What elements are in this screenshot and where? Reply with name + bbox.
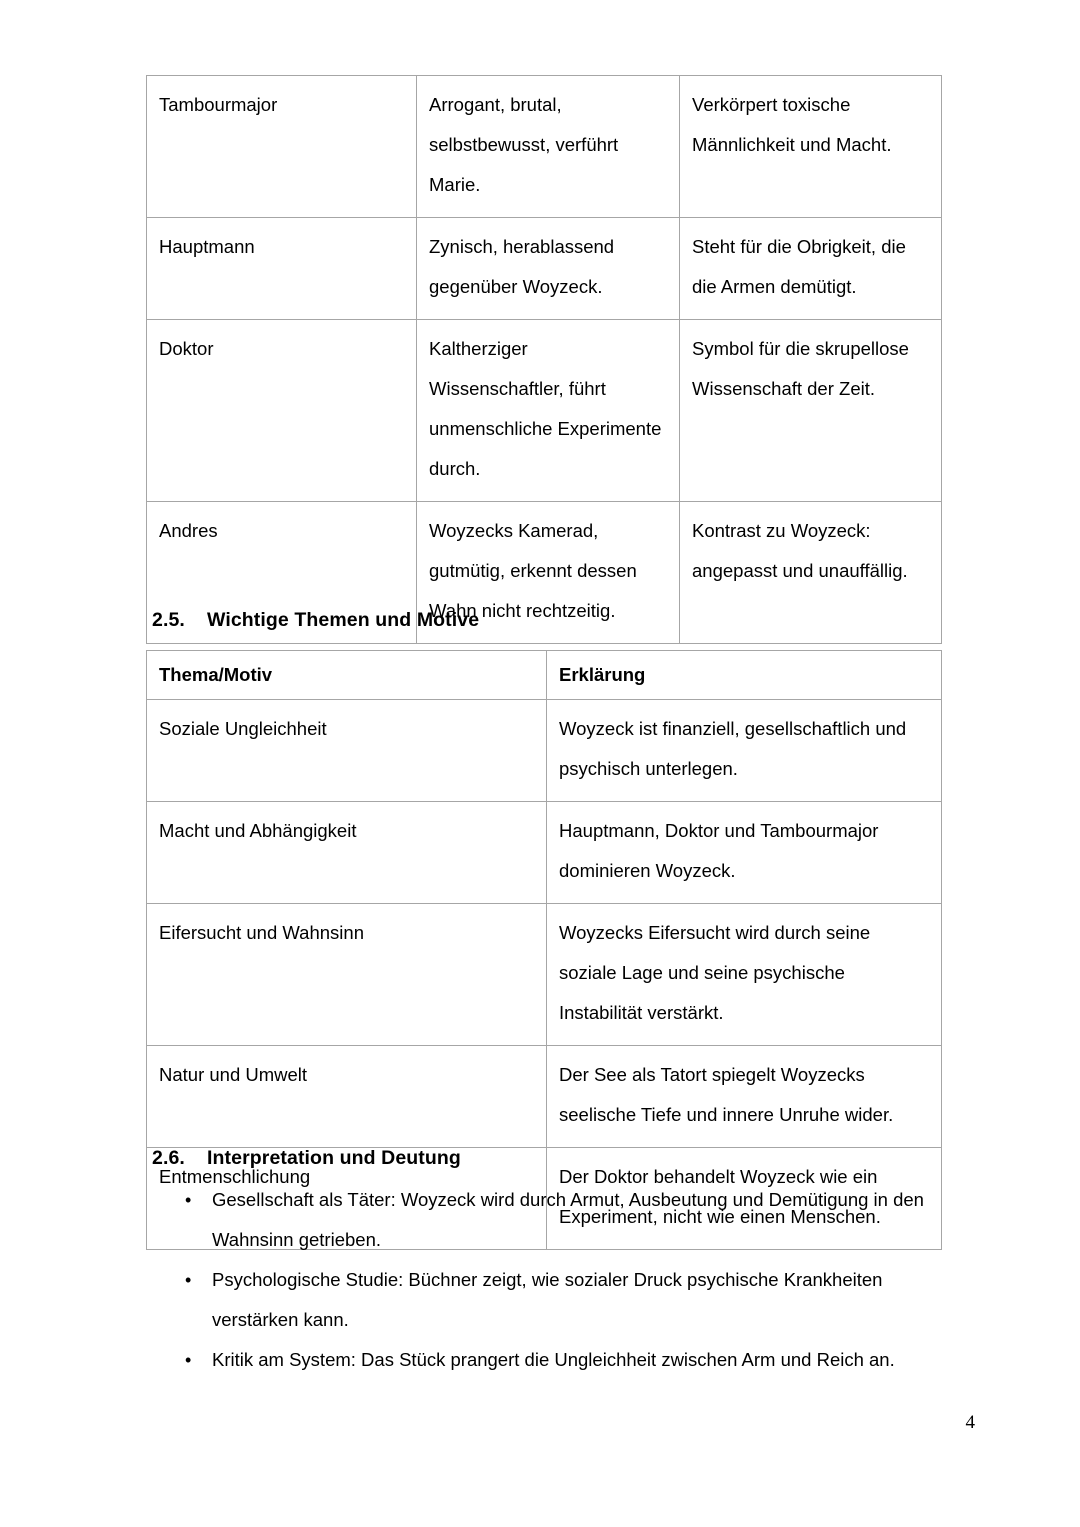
theme-explanation: Woyzecks Eifersucht wird durch seine soziale Lage und seine psychische Instabilität verstärkt. <box>547 904 942 1046</box>
bullet-icon: • <box>185 1270 192 1290</box>
section-title: Interpretation und Deutung <box>207 1147 461 1169</box>
table-header-row <box>147 651 942 700</box>
interpretation-bullet-list <box>152 1180 962 1380</box>
theme-name: Entmenschlichung <box>147 1148 547 1250</box>
section-heading-2-5 <box>152 609 479 632</box>
table-row <box>147 76 942 218</box>
character-name: Hauptmann <box>147 218 417 320</box>
character-table <box>146 75 942 644</box>
theme-name: Eifersucht und Wahnsinn <box>147 904 547 1046</box>
theme-name: Natur und Umwelt <box>147 1046 547 1148</box>
character-name: Andres <box>147 502 417 644</box>
theme-explanation: Hauptmann, Doktor und Tambourmajor dominieren Woyzeck. <box>547 802 942 904</box>
list-item <box>152 1260 962 1340</box>
character-description: Arrogant, brutal, selbstbewusst, verführt Marie. <box>417 76 680 218</box>
bullet-icon: • <box>185 1190 192 1210</box>
section-number: 2.5. <box>152 609 185 631</box>
character-meaning: Symbol für die skrupellose Wissenschaft der Zeit. <box>680 320 942 502</box>
bullet-icon: • <box>185 1350 192 1370</box>
table-row <box>147 320 942 502</box>
table-row <box>147 218 942 320</box>
table-row <box>147 904 942 1046</box>
table-row <box>147 802 942 904</box>
list-item-text: Gesellschaft als Täter: Woyzeck wird durch Armut, Ausbeutung und Demütigung in den Wahnsinn getrieben. <box>212 1189 924 1250</box>
section-number: 2.6. <box>152 1147 185 1169</box>
theme-name: Soziale Ungleichheit <box>147 700 547 802</box>
character-meaning: Steht für die Obrigkeit, die die Armen demütigt. <box>680 218 942 320</box>
character-name: Tambourmajor <box>147 76 417 218</box>
table-row <box>147 1046 942 1148</box>
character-name: Doktor <box>147 320 417 502</box>
character-description: Zynisch, herablassend gegenüber Woyzeck. <box>417 218 680 320</box>
section-title: Wichtige Themen und Motive <box>207 609 480 631</box>
list-item <box>152 1340 962 1380</box>
theme-name: Macht und Abhängigkeit <box>147 802 547 904</box>
theme-explanation: Der See als Tatort spiegelt Woyzecks seelische Tiefe und innere Unruhe wider. <box>547 1046 942 1148</box>
list-item-text: Psychologische Studie: Büchner zeigt, wie sozialer Druck psychische Krankheiten verstärken kann. <box>212 1269 883 1330</box>
page-number: 4 <box>965 1412 975 1433</box>
theme-explanation: Der Doktor behandelt Woyzeck wie ein Experiment, nicht wie einen Menschen. <box>547 1148 942 1250</box>
table-row <box>147 700 942 802</box>
character-description: Woyzecks Kamerad, gutmütig, erkennt dessen Wahn nicht rechtzeitig. <box>417 502 680 644</box>
column-header-theme: Thema/Motiv <box>147 651 547 700</box>
list-item <box>152 1180 962 1260</box>
character-meaning: Verkörpert toxische Männlichkeit und Macht. <box>680 76 942 218</box>
column-header-explanation: Erklärung <box>547 651 942 700</box>
section-heading-2-6 <box>152 1147 461 1170</box>
theme-explanation: Woyzeck ist finanziell, gesellschaftlich und psychisch unterlegen. <box>547 700 942 802</box>
list-item-text: Kritik am System: Das Stück prangert die Ungleichheit zwischen Arm und Reich an. <box>212 1349 895 1370</box>
character-meaning: Kontrast zu Woyzeck: angepasst und unauffällig. <box>680 502 942 644</box>
character-description: Kaltherziger Wissenschaftler, führt unmenschliche Experimente durch. <box>417 320 680 502</box>
